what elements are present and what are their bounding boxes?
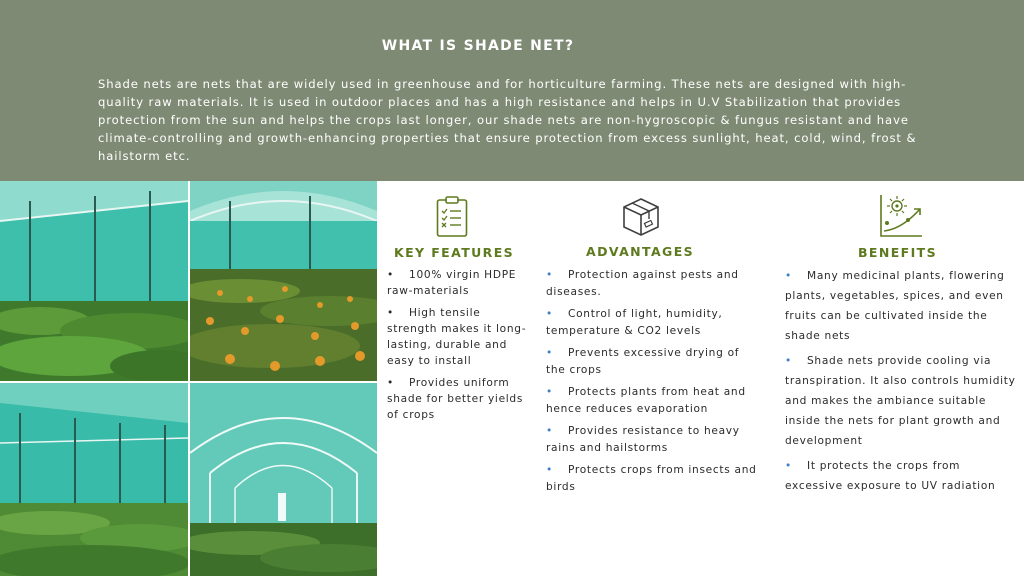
bullet: • [387, 377, 394, 389]
list-item: • Protects plants from heat and hence reduces evaporation [546, 386, 746, 415]
benefits-heading: BENEFITS [858, 245, 937, 260]
list-item: • Shade nets provide cooling via transpiration. It also controls humidity and makes the ambiance suitable inside the nets for plant growth and development [785, 351, 1017, 451]
greenhouse-photo-4 [190, 383, 377, 576]
list-item: • Prevents excessive drying of the crops [546, 347, 740, 376]
greenhouse-photo-3 [0, 383, 188, 576]
growth-chart-icon [878, 193, 924, 239]
list-item: • Many medicinal plants, flowering plants, vegetables, spices, and even fruits can be cultivated inside the shade nets [785, 266, 1017, 346]
box-package-icon [622, 197, 660, 237]
clipboard-checklist-icon [436, 196, 468, 238]
page-title: WHAT IS SHADE NET? [381, 38, 575, 54]
intro-paragraph: Shade nets are nets that are widely used in greenhouse and for horticulture farming. These nets are designed with high-quality raw materials. It is used in outdoor places and has a high resistance and helps in U.V Stabilization that provides protection from the sun and helps the crops last longer, our shade nets are non-hygroscopic & fungus resistant and have climate-controlling and growth-enhancing properties that ensure protection from excess sunlight, heat, cold, wind, frost & hailstorm etc. [98, 77, 917, 163]
photo-grid [0, 181, 377, 576]
advantages-heading: ADVANTAGES [586, 244, 695, 259]
bullet: • [785, 270, 792, 282]
list-item: • High tensile strength makes it long-lasting, durable and easy to install [387, 307, 527, 367]
bullet: • [785, 460, 792, 472]
list-item: • Protects crops from insects and birds [546, 464, 757, 493]
bullet: • [546, 425, 553, 437]
list-item: • 100% virgin HDPE raw-materials [387, 269, 517, 297]
benefits-list [785, 266, 1017, 501]
list-item: • Provides uniform shade for better yields of crops [387, 377, 524, 421]
advantages-list [546, 267, 762, 501]
bullet: • [546, 308, 553, 320]
bullet: • [546, 347, 553, 359]
list-item: • Protection against pests and diseases. [546, 269, 739, 298]
bullet: • [785, 355, 792, 367]
list-item: • Control of light, humidity, temperature & CO2 levels [546, 308, 723, 337]
bullet: • [387, 269, 394, 281]
header-band [0, 0, 1024, 181]
bullet: • [387, 307, 394, 319]
list-item: • It protects the crops from excessive exposure to UV radiation [785, 456, 1017, 496]
bullet: • [546, 464, 553, 476]
bullet: • [546, 386, 553, 398]
list-item: • Provides resistance to heavy rains and hailstorms [546, 425, 740, 454]
key-features-heading: KEY FEATURES [394, 245, 515, 260]
greenhouse-photo-1 [0, 181, 188, 381]
key-features-list [387, 267, 529, 429]
bullet: • [546, 269, 553, 281]
greenhouse-photo-2 [190, 181, 377, 381]
